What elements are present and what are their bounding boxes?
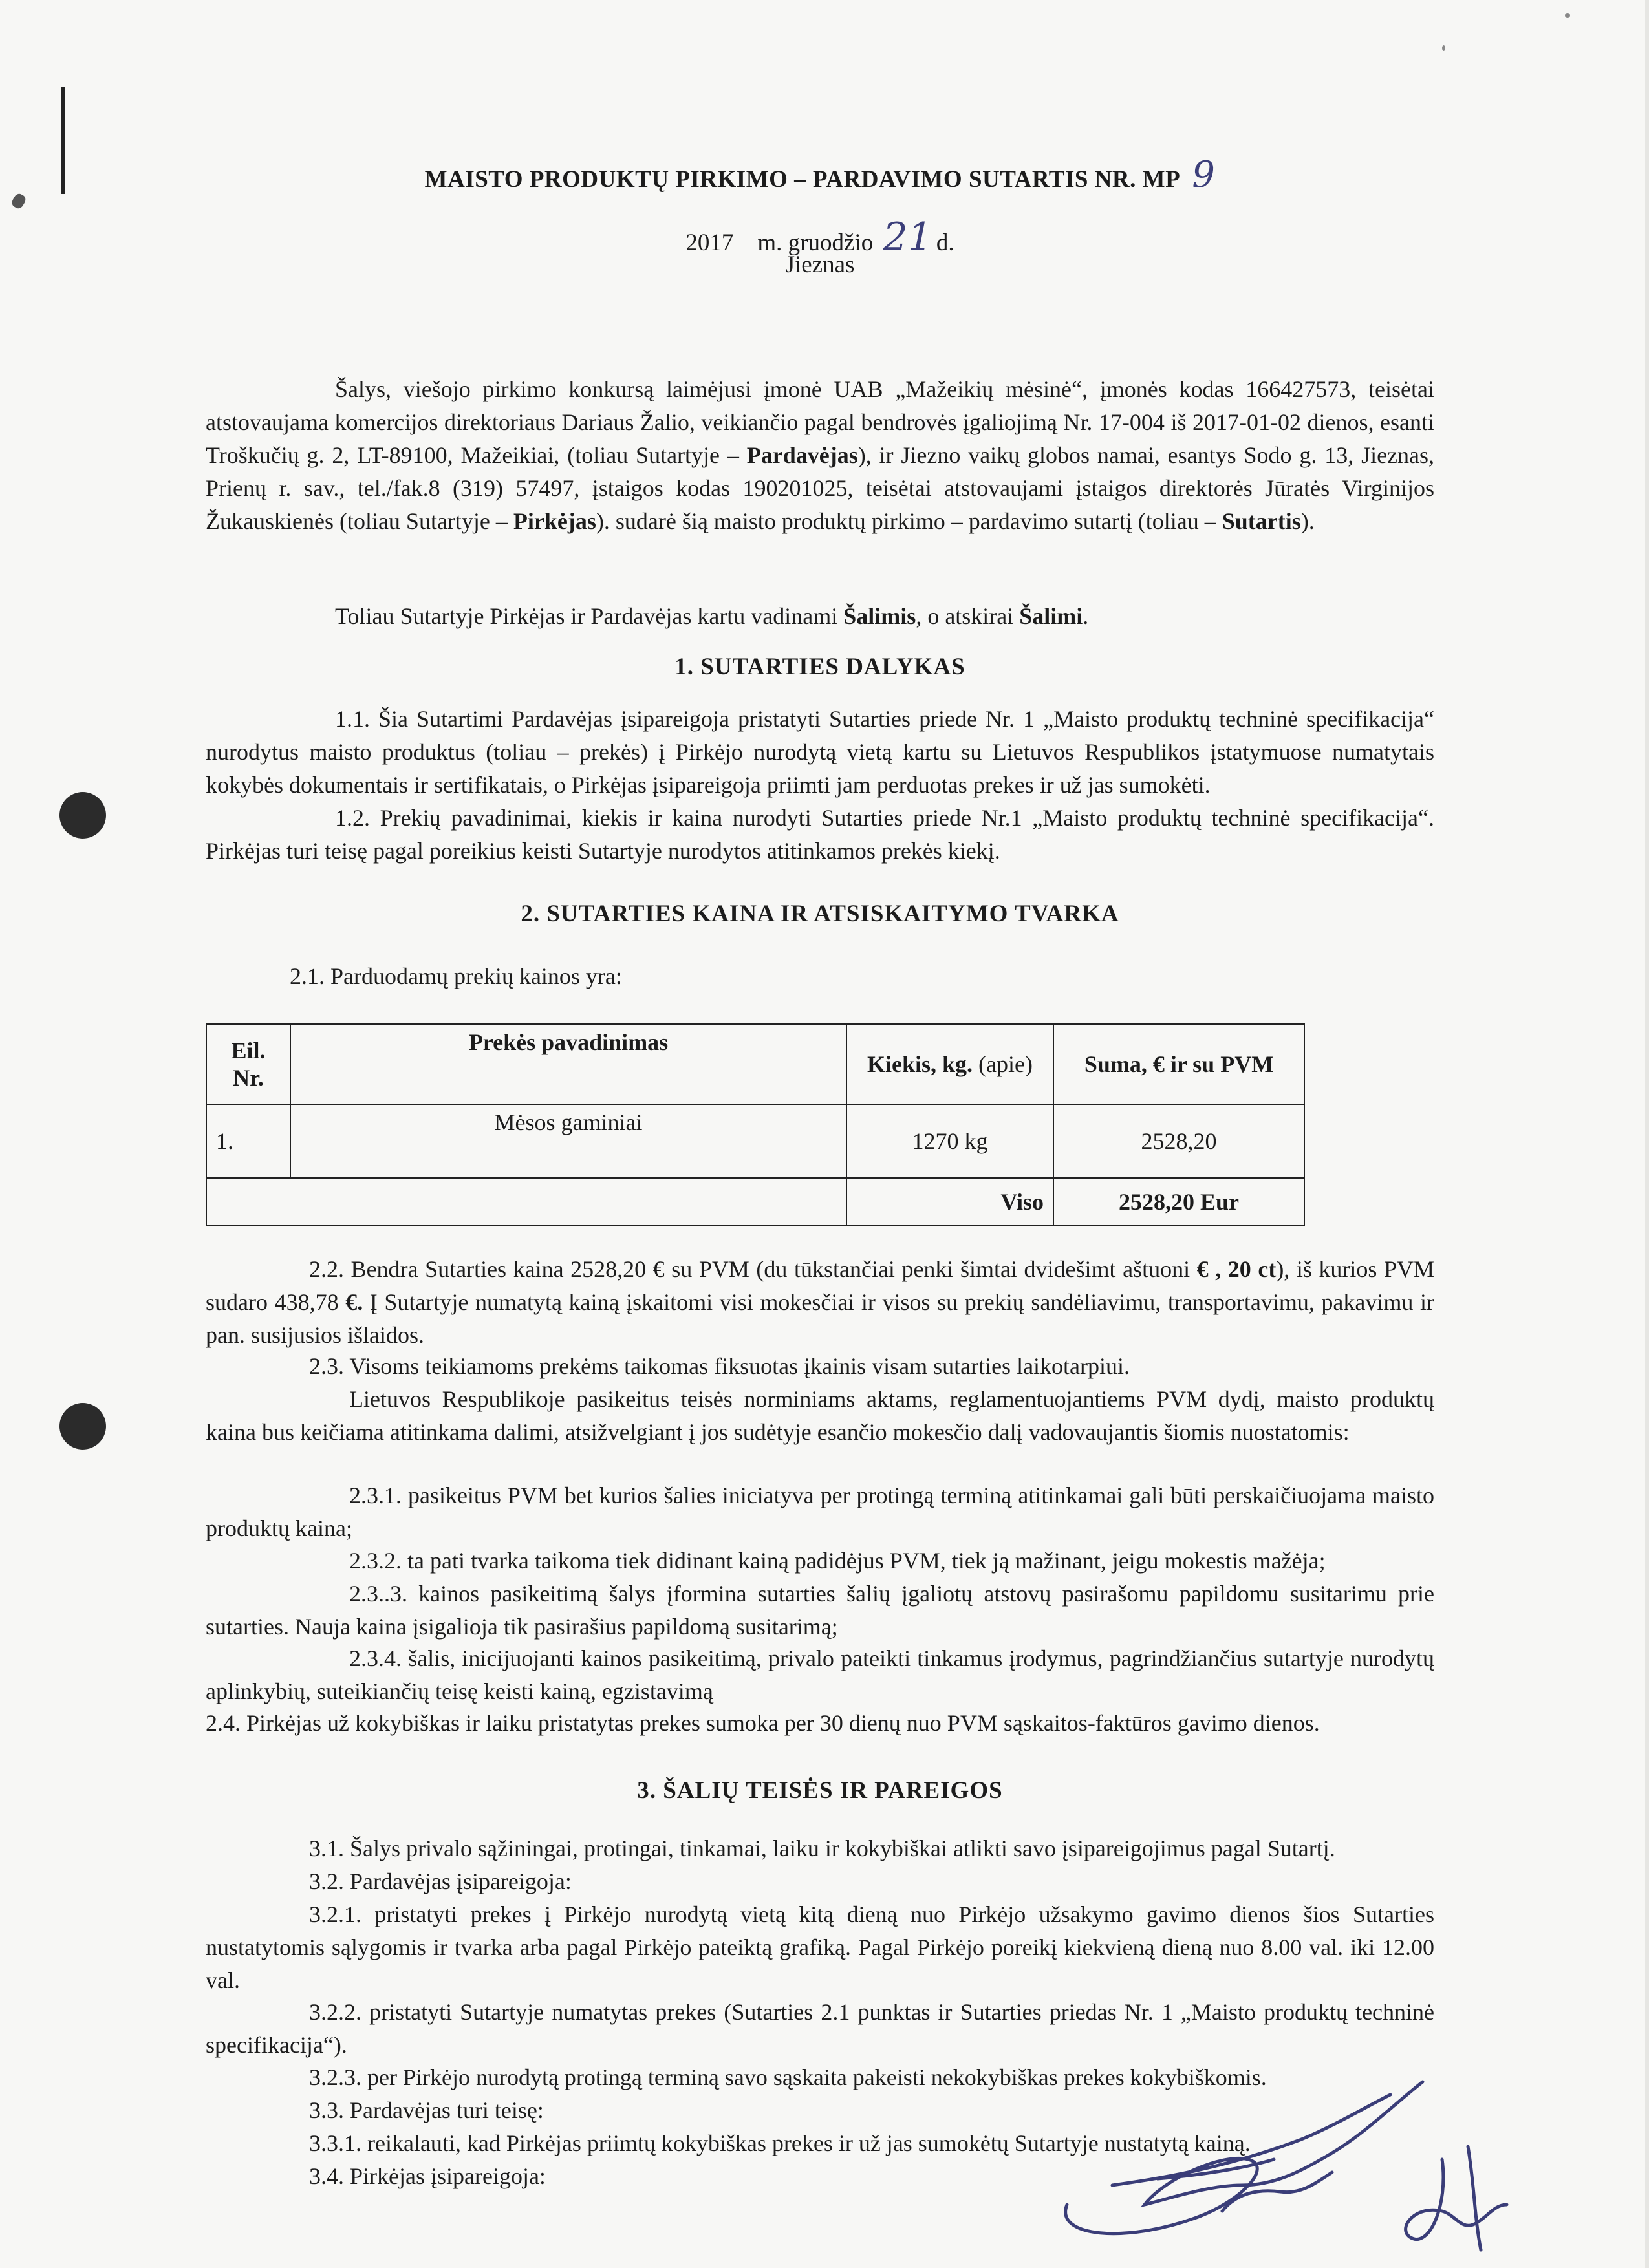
clause-2-3-4: 2.3.4. šalis, inicijuojanti kainos pasikeitimą, privalo pateikti tinkamus įrodymus, pagrindžiančius sutartyje nurodytų aplinkybių, suteikiančių teisę keisti kainą, egzistavimą (206, 1645, 1434, 1704)
parties-term: Šalimis (843, 603, 916, 629)
table-row (206, 1104, 1304, 1178)
page-edge (1645, 0, 1649, 2268)
intro-text: ). (1300, 508, 1315, 534)
contract-term: Sutartis (1222, 508, 1301, 534)
intro-paragraph (206, 373, 1434, 538)
clause-3-2-1: 3.2.1. pristatyti prekes į Pirkėjo nurodytą vietą kitą dieną nuo Pirkėjo užsakymo gavimo dienos šios Sutarties nustatytomis sąlygomis ir tvarka arba pagal Pirkėjo pateiktą grafiką. Pagal Pirkėjo poreikį kiekvieną dieną nuo 8.00 val. iki 12.00 val. (206, 1901, 1434, 1993)
signature (1028, 2056, 1520, 2256)
punch-hole (59, 792, 106, 839)
title-text: MAISTO PRODUKTŲ PIRKIMO – PARDAVIMO SUTARTIS NR. MP (424, 166, 1181, 193)
clause-3-2: 3.2. Pardavėjas įsipareigoja: (309, 1868, 572, 1894)
clause-2-3-1: 2.3.1. pasikeitus PVM bet kurios šalies iniciatyva per protingą terminą atitinkamai gali būti perskaičiuojama maisto produktų kaina; (206, 1482, 1434, 1541)
clause-2-3-text: Lietuvos Respublikoje pasikeitus teisės norminiams aktams, reglamentuojantiems PVM dydį, maisto produktų kaina bus keičiama atitinkama dalimi, atsižvelgiant į jos sudėtyje esančio mokesčio dalį vadovaujantis šiomis nuostatomis: (206, 1386, 1434, 1445)
clause-2-4: 2.4. Pirkėjas už kokybiškas ir laiku pristatytas prekes sumoka per 30 dienų nuo PVM sąskaitos-faktūros gavimo dienos. (206, 1710, 1320, 1736)
handwritten-day: 21 (883, 215, 932, 260)
row-sum: 2528,20 (1053, 1104, 1304, 1178)
scan-mark (61, 87, 65, 194)
clause-1-2: 1.2. Prekių pavadinimai, kiekis ir kaina nurodyti Sutarties priede Nr.1 „Maisto produktų techninė specifikacija“. Pirkėjas turi teisę pagal poreikius keisti Sutartyje nurodytos atitinkamos prekės kiekį. (206, 805, 1434, 864)
table-header (846, 1024, 1053, 1104)
date-year: 2017 (685, 230, 734, 256)
clause-3-3-1: 3.3.1. reikalauti, kad Pirkėjas priimtų kokybiškas prekes ir už jas sumokėtų Sutartyje nustatytą kainą. (309, 2130, 1251, 2156)
clause-text: ), iš kurios PVM sudaro 438,78 (206, 1256, 1435, 1315)
clause-text: Į Sutartyje numatytą kainą įskaitomi visi mokesčiai ir visos su prekių sandėliavimu, transportavimu, pakavimu ir pan. susijusios išlaidos. (206, 1289, 1434, 1348)
intro-text: ). sudarė šią maisto produktų pirkimo – pardavimo sutartį (toliau – (596, 508, 1216, 534)
row-name: Mėsos gaminiai (290, 1104, 846, 1178)
document-title (206, 154, 1434, 196)
intro-paragraph-2 (206, 600, 1434, 633)
handwritten-number: 9 (1192, 154, 1216, 196)
buyer-term: Pirkėjas (513, 508, 596, 534)
clause-2-3-3: 2.3..3. kainos pasikeitimą šalys įformina sutarties šalių įgaliotų atstovų pasirašomu papildomu susitarimu prie sutarties. Nauja kaina įsigalioja tik pasirašius papildomą susitarimą; (206, 1581, 1434, 1640)
intro-text: Šalys, viešojo pirkimo konkursą laimėjusi įmonė UAB „Mažeikių mėsinė“, įmonės kodas 166427573, teisėtai atstovaujama komercijos direktoriaus Dariaus Žalio, veikiančio pagal bendrovės įgaliojimą Nr. 17-004 iš 2017-01-02 dienos, esanti Troškučių g. 2, LT-89100, Mažeikiai, (toliau Sutartyje – (206, 376, 1434, 468)
header-rest: (apie) (973, 1051, 1033, 1077)
total-label: Viso (846, 1178, 1053, 1226)
row-number: 1. (206, 1104, 290, 1178)
row-qty: 1270 kg (846, 1104, 1053, 1178)
total-value: 2528,20 Eur (1053, 1178, 1304, 1226)
clause-3-4: 3.4. Pirkėjas įsipareigoja: (309, 2163, 546, 2189)
clause-3-2-3: 3.2.3. per Pirkėjo nurodytą protingą terminą savo sąskaita pakeisti nekokybiškas prekes kokybiškomis. (309, 2064, 1267, 2090)
city: Jieznas (785, 251, 855, 278)
intro-text: , o atskirai (916, 603, 1014, 629)
clause-bold: € , 20 ct (1196, 1256, 1277, 1282)
scan-mark (10, 192, 28, 210)
intro-text: . (1083, 603, 1089, 629)
clause-2-3: 2.3. Visoms teikiamoms prekėms taikomas fiksuotas įkainis visam sutarties laikotarpiui. (309, 1353, 1130, 1379)
table-header: Eil. Nr. (206, 1024, 290, 1104)
price-table (206, 1023, 1305, 1226)
table-header: Suma, € ir su PVM (1053, 1024, 1304, 1104)
intro-text: ), ir Jiezno vaikų globos namai, esantys Sodo g. 13, Jieznas, Prienų r. sav., tel./fak.8 (319) 57497, įstaigos kodas 190201025, teisėtai atstovaujami įstaigos direktorės Jūratės Virginijos Žukauskienės (toliau Sutartyje – (206, 442, 1435, 534)
clause-3-3: 3.3. Pardavėjas turi teisę: (309, 2097, 544, 2123)
clause-2-3-2: 2.3.2. ta pati tvarka taikoma tiek didinant kainą padidėjus PVM, tiek ją mažinant, jeigu mokestis mažėja; (349, 1548, 1326, 1574)
seller-term: Pardavėjas (746, 442, 858, 468)
date-month: m. gruodžio (757, 230, 874, 256)
scan-speck (1442, 45, 1445, 51)
punch-hole (59, 1403, 106, 1450)
table-header-row (206, 1024, 1304, 1104)
clause-2-1: 2.1. Parduodamų prekių kainos yra: (290, 963, 622, 989)
section-3-heading: 3. ŠALIŲ TEISĖS IR PAREIGOS (637, 1777, 1003, 1804)
table-total-row (206, 1178, 1304, 1226)
total-spacer (206, 1178, 846, 1226)
clause-bold: €. (345, 1289, 363, 1315)
section-2-heading: 2. SUTARTIES KAINA IR ATSISKAITYMO TVARKA (521, 901, 1119, 927)
section-1-heading: 1. SUTARTIES DALYKAS (674, 654, 965, 680)
clause-3-1: 3.1. Šalys privalo sąžiningai, protingai, tinkamai, laiku ir kokybiškai atlikti savo įsipareigojimus pagal Sutartį. (309, 1835, 1335, 1861)
intro-text: Toliau Sutartyje Pirkėjas ir Pardavėjas kartu vadinami (335, 603, 838, 629)
clause-text: 2.2. Bendra Sutarties kaina 2528,20 € su PVM (du tūkstančiai penki šimtai dvidešimt aštuoni (309, 1256, 1191, 1282)
clause-1-1: 1.1. Šia Sutartimi Pardavėjas įsipareigoja pristatyti Sutarties priede Nr. 1 „Maisto produktų techninė specifikacija“ nurodytus maisto produktus (toliau – prekės) į Pirkėjo nurodytą vietą kartu su Lietuvos Respublikos įstatymuose numatytais kokybės dokumentais ir sertifikatais, o Pirkėjas įsipareigoja priimti jam perduotas prekes ir už jas sumokėti. (206, 706, 1434, 798)
clause-2-2 (206, 1253, 1434, 1352)
date-suffix: d. (936, 230, 954, 256)
party-term: Šalimi (1019, 603, 1083, 629)
header-bold: Kiekis, kg. (867, 1051, 973, 1077)
clause-3-2-2: 3.2.2. pristatyti Sutartyje numatytas prekes (Sutarties 2.1 punktas ir Sutarties priedas Nr. 1 „Maisto produktų techninė specifikacija“). (206, 1999, 1434, 2058)
table-header: Prekės pavadinimas (290, 1024, 846, 1104)
scan-speck (1565, 13, 1570, 18)
